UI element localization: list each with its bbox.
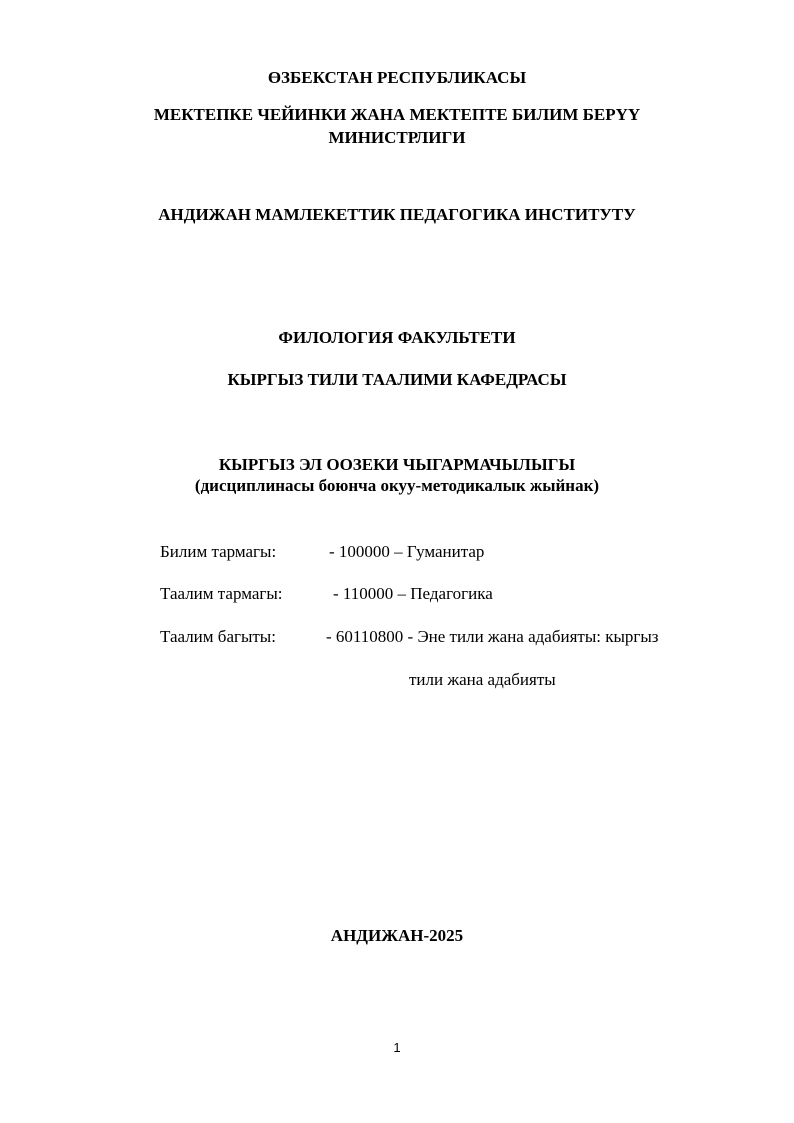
education-direction-label: Таалим багыты: [160,627,276,646]
document-title: КЫРГЫЗ ЭЛ ООЗЕКИ ЧЫГАРМАЧЫЛЫГЫ [218,455,576,474]
country-heading: ӨЗБЕКСТАН РЕСПУБЛИКАСЫ [267,68,527,87]
field-of-knowledge-value: - 100000 – Гуманитар [329,542,485,561]
institute-heading: АНДИЖАН МАМЛЕКЕТТИК ПЕДАГОГИКА ИНСТИТУТУ [158,205,636,224]
document-subtitle: (дисциплинасы боюнча окуу-методикалык жыйнак) [194,476,600,495]
ministry-heading-line1: МЕКТЕПКЕ ЧЕЙИНКИ ЖАНА МЕКТЕПТЕ БИЛИМ БЕРҮҮ [153,105,641,124]
field-of-education-value: - 110000 – Педагогика [333,584,493,603]
education-direction-value: - 60110800 - Эне тили жана адабияты: кыргыз [326,627,659,646]
field-of-knowledge-label: Билим тармагы: [160,542,277,561]
city-year: АНДИЖАН-2025 [330,926,464,945]
department-heading: КЫРГЫЗ ТИЛИ ТААЛИМИ КАФЕДРАСЫ [227,370,567,389]
field-of-education-label: Таалим тармагы: [160,584,283,603]
faculty-heading: ФИЛОЛОГИЯ ФАКУЛЬТЕТИ [278,328,516,347]
page-number: 1 [393,1040,401,1055]
education-direction-continuation: тили жана адабияты [409,670,556,689]
ministry-heading-line2: МИНИСТРЛИГИ [328,128,466,147]
